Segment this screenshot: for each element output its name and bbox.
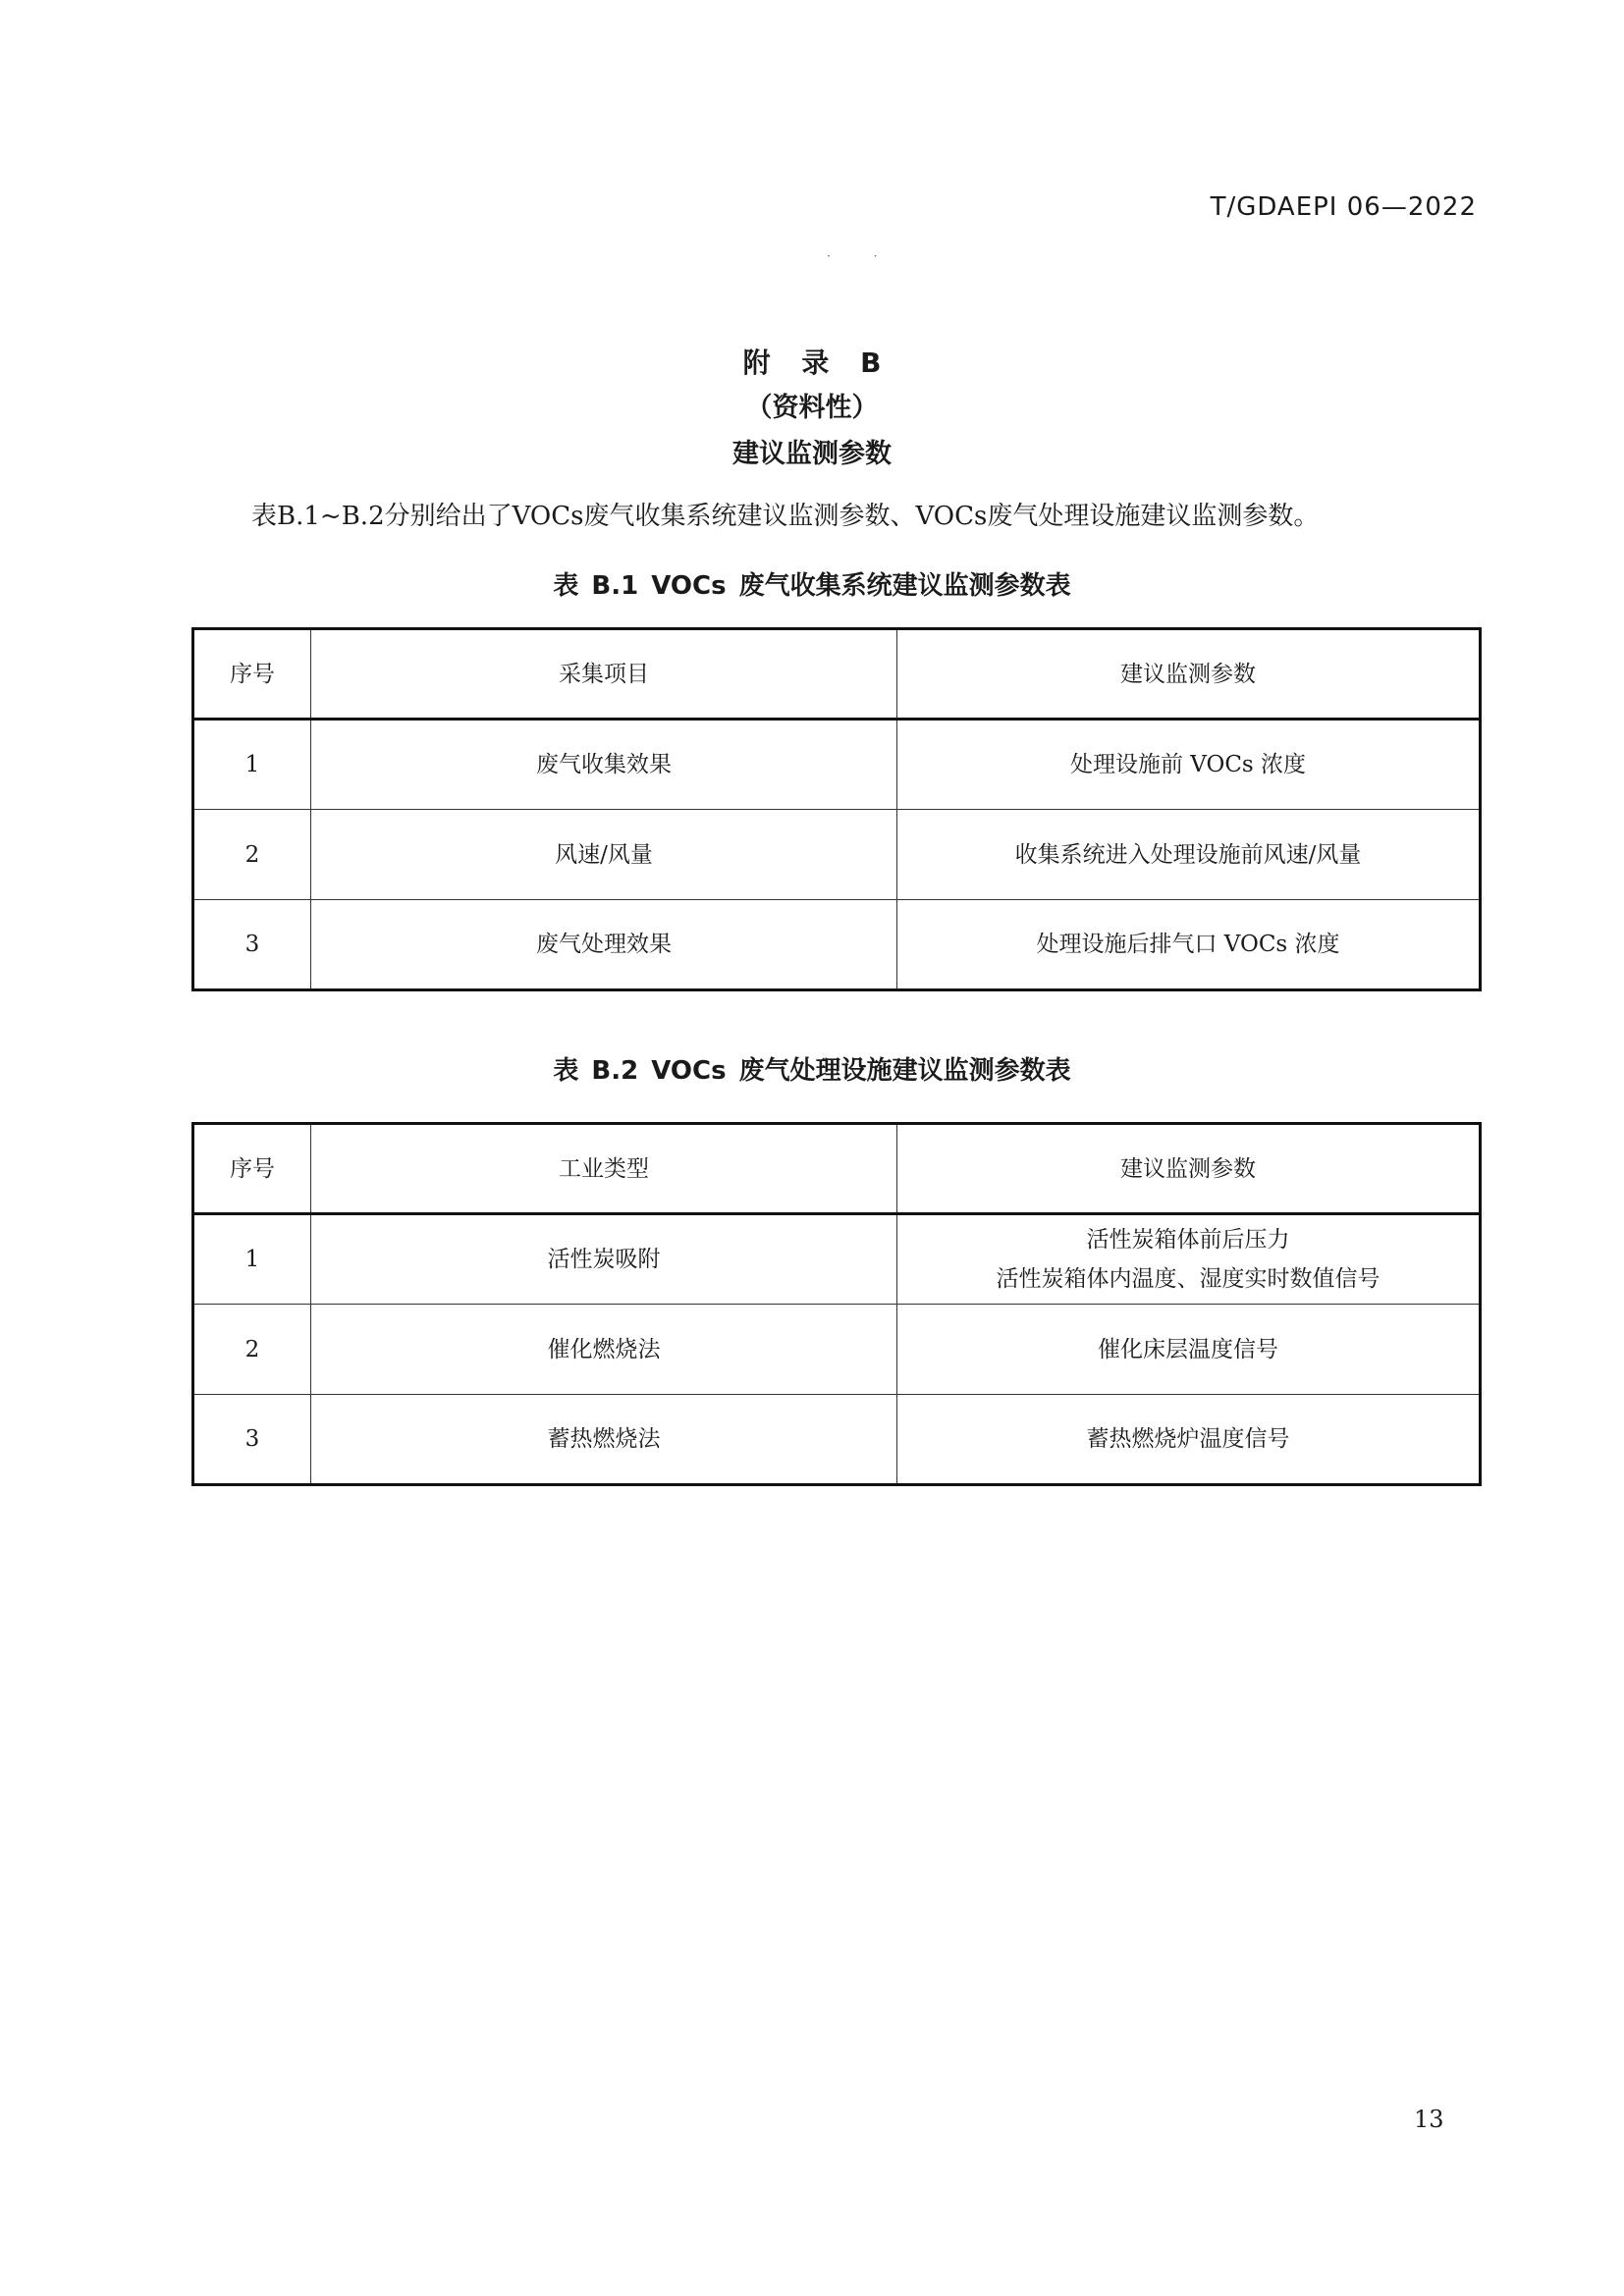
cell-parameter: 蓄热燃烧炉温度信号 [897,1395,1481,1485]
table-header-row [193,629,1481,720]
cell-parameter: 处理设施前 VOCs 浓度 [897,720,1481,810]
table-row [193,1305,1481,1395]
header-cell-item: 采集项目 [311,629,897,720]
cell-index: 1 [193,1214,311,1305]
header-cell-industry-type: 工业类型 [311,1124,897,1214]
document-code: T/GDAEPI 06—2022 [1210,192,1477,222]
table-header-row [193,1124,1481,1214]
table-1 [191,627,1482,991]
cell-industry-type: 蓄热燃烧法 [311,1395,897,1485]
cell-parameter: 处理设施后排气口 VOCs 浓度 [897,900,1481,990]
cell-parameter: 收集系统进入处理设施前风速/风量 [897,810,1481,900]
table-row [193,810,1481,900]
table-2-caption: 表 B.2 VOCs 废气处理设施建议监测参数表 [553,1056,1071,1086]
cell-item: 废气处理效果 [311,900,897,990]
table-row [193,1395,1481,1485]
header-dots: · · [827,249,897,263]
cell-industry-type: 活性炭吸附 [311,1214,897,1305]
cell-parameter-line: 活性炭箱体内温度、湿度实时数值信号 [996,1266,1380,1292]
header-cell-index: 序号 [193,1124,311,1214]
cell-index: 2 [193,1305,311,1395]
cell-index: 2 [193,810,311,900]
appendix-title: 附 录 B [742,347,882,379]
table-row [193,900,1481,990]
page-number: 13 [1414,2106,1444,2133]
appendix-nature: （资料性） [745,393,879,423]
cell-item: 风速/风量 [311,810,897,900]
cell-item: 废气收集效果 [311,720,897,810]
header-cell-parameter: 建议监测参数 [897,1124,1481,1214]
cell-parameter-line: 活性炭箱体前后压力 [1086,1227,1290,1253]
appendix-subject: 建议监测参数 [732,439,892,469]
cell-industry-type: 催化燃烧法 [311,1305,897,1395]
cell-parameter: 催化床层温度信号 [897,1305,1481,1395]
cell-index: 3 [193,1395,311,1485]
cell-index: 1 [193,720,311,810]
header-cell-index: 序号 [193,629,311,720]
cell-index: 3 [193,900,311,990]
table-2 [191,1122,1482,1486]
table-1-caption: 表 B.1 VOCs 废气收集系统建议监测参数表 [553,571,1071,601]
table-row [193,1214,1481,1305]
intro-paragraph: 表B.1~B.2分别给出了VOCs废气收集系统建议监测参数、VOCs废气处理设施建议监测参数。 [251,502,1320,531]
table-row [193,720,1481,810]
header-cell-parameter: 建议监测参数 [897,629,1481,720]
cell-parameter [897,1214,1481,1305]
